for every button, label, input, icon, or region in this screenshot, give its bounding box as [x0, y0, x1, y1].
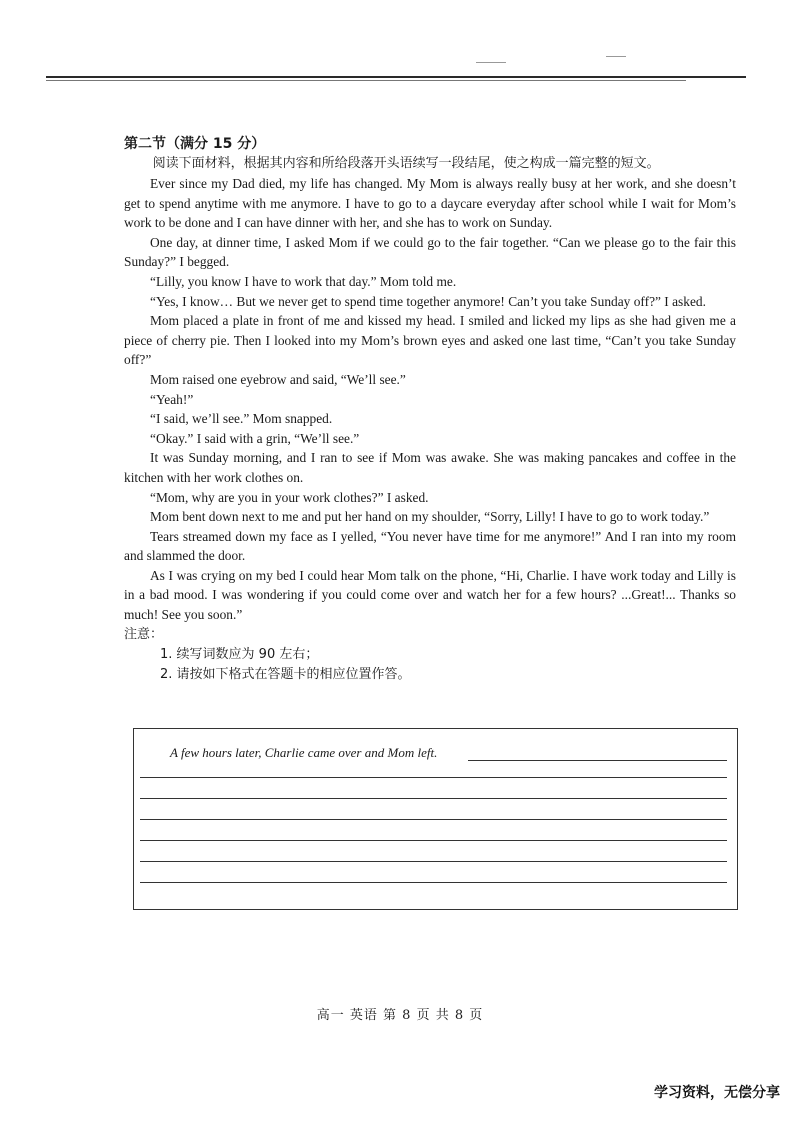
- answer-line[interactable]: [140, 798, 727, 799]
- story-paragraph: Tears streamed down my face as I yelled, “You never have time for me anymore!” And I ran into my room and slammed the door.: [124, 528, 736, 564]
- scan-speck: [606, 56, 626, 57]
- notes-label: 注意：: [124, 626, 164, 642]
- story-paragraph: “Okay.” I said with a grin, “We’ll see.”: [150, 430, 360, 446]
- scan-speck: [476, 62, 506, 63]
- exam-content: [124, 134, 736, 685]
- header-rule-secondary: [46, 80, 686, 81]
- answer-line[interactable]: [140, 861, 727, 862]
- section-heading: 第二节（满分 15 分）: [124, 136, 266, 152]
- answer-line[interactable]: [140, 840, 727, 841]
- story-paragraph: As I was crying on my bed I could hear Mom talk on the phone, “Hi, Charlie. I have work today and Lilly is in a bad mood. I was wondering if you could come over and watch her for a few hours? ...Great!... Thanks so much! See you soon.”: [124, 567, 736, 623]
- watermark-text: 学习资料，无偿分享: [654, 1085, 780, 1101]
- story-paragraph: “I said, we’ll see.” Mom snapped.: [150, 411, 333, 427]
- story-text: [124, 174, 736, 625]
- answer-starter-sentence: A few hours later, Charlie came over and Mom left.: [170, 745, 438, 760]
- story-paragraph: Mom bent down next to me and put her hand on my shoulder, “Sorry, Lilly! I have to go to work today.”: [150, 509, 710, 525]
- note-item: 1. 续写词数应为 90 左右；: [160, 646, 319, 662]
- answer-line[interactable]: [140, 777, 727, 778]
- story-paragraph: “Mom, why are you in your work clothes?” I asked.: [150, 489, 429, 505]
- page-footer: 高一 英语 第 8 页 共 8 页: [316, 1008, 484, 1023]
- note-item: 2. 请按如下格式在答题卡的相应位置作答。: [160, 666, 411, 682]
- answer-line[interactable]: [140, 882, 727, 883]
- story-paragraph: Ever since my Dad died, my life has changed. My Mom is always really busy at her work, and she doesn’t get to spend anytime with me anymore. I have to go to a daycare everyday after school while I wait for Mom’s work to be done and I can have dinner with her, and she has to work on Sunday.: [124, 176, 736, 231]
- answer-line[interactable]: [468, 760, 727, 761]
- answer-line[interactable]: [140, 819, 727, 820]
- section-instruction: 阅读下面材料，根据其内容和所给段落开头语续写一段结尾，使之构成一篇完整的短文。: [152, 156, 660, 171]
- story-paragraph: Mom placed a plate in front of me and kissed my head. I smiled and licked my lips as she had given me a piece of cherry pie. Then I looked into my Mom’s brown eyes and asked one last time, “Can’t you take Sunday off?”: [124, 313, 736, 368]
- story-paragraph: Mom raised one eyebrow and said, “We’ll see.”: [150, 371, 406, 387]
- answer-box[interactable]: [133, 728, 738, 910]
- story-paragraph: “Yeah!”: [150, 391, 194, 407]
- story-paragraph: One day, at dinner time, I asked Mom if we could go to the fair together. “Can we please go to the fair this Sunday?” I begged.: [124, 234, 736, 270]
- story-paragraph: It was Sunday morning, and I ran to see if Mom was awake. She was making pancakes and coffee in the kitchen with her work clothes on.: [124, 450, 736, 485]
- header-rule: [46, 76, 746, 78]
- story-paragraph: “Lilly, you know I have to work that day.” Mom told me.: [150, 273, 457, 289]
- story-paragraph: “Yes, I know… But we never get to spend time together anymore! Can’t you take Sunday off?” I asked.: [150, 293, 706, 309]
